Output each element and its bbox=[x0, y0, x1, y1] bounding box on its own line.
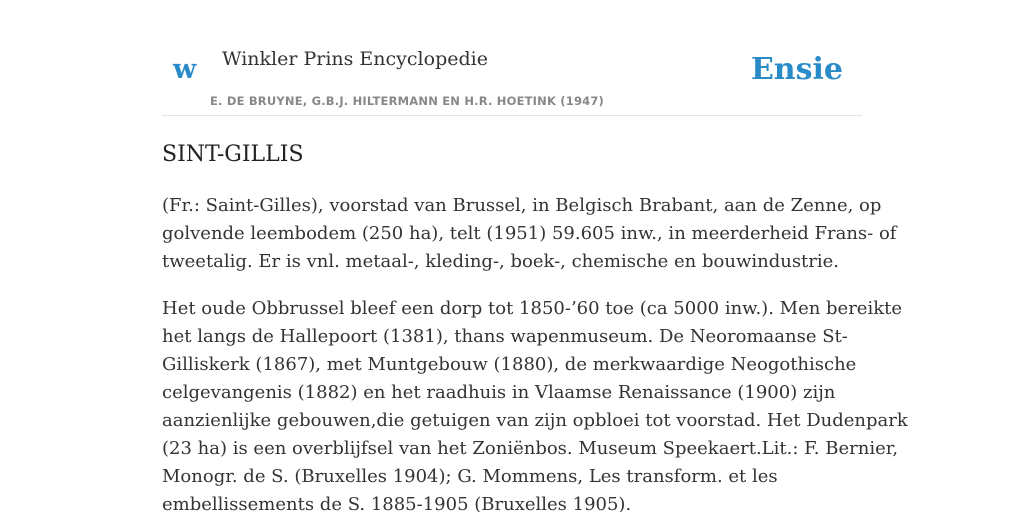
paragraph-line: golvende leembodem (250 ha), telt (1951) 59.605 inw., in meerderheid Frans- of bbox=[162, 223, 897, 244]
article-paragraph bbox=[162, 192, 897, 276]
article-body bbox=[162, 138, 908, 512]
ensie-brand-logo[interactable]: Ensie bbox=[750, 52, 843, 87]
paragraph-line: Het oude Obbrussel bleef een dorp tot 1850-’60 toe (ca 5000 inw.). Men bereikte bbox=[162, 298, 903, 319]
article-paragraph bbox=[162, 295, 908, 512]
paragraph-line: tweetalig. Er is vnl. metaal-, kleding-, boek-, chemische en bouwindustrie. bbox=[162, 251, 840, 272]
source-title[interactable]: Winkler Prins Encyclopedie bbox=[222, 48, 488, 70]
paragraph-line: (Fr.: Saint-Gilles), voorstad van Brussel, in Belgisch Brabant, aan de Zenne, op bbox=[162, 195, 882, 216]
article-headword: SINT-GILLIS bbox=[162, 142, 304, 167]
site-header bbox=[162, 0, 862, 116]
source-authors: E. DE BRUYNE, G.B.J. HILTERMANN EN H.R. HOETINK (1947) bbox=[210, 94, 605, 108]
paragraph-line: Gilliskerk (1867), met Muntgebouw (1880), de merkwaardige Neogothische bbox=[162, 354, 857, 375]
paragraph-line: (23 ha) is een overblijfsel van het Zoniënbos. Museum Speekaert.Lit.: F. Bernier, bbox=[162, 438, 899, 459]
paragraph-line: Monogr. de S. (Bruxelles 1904); G. Mommens, Les transform. et les bbox=[162, 466, 778, 487]
paragraph-line: embellissements de S. 1885-1905 (Bruxelles 1905). bbox=[162, 494, 632, 512]
winkler-prins-logo-icon[interactable]: w bbox=[173, 54, 197, 85]
paragraph-line: aanzienlijke gebouwen,die getuigen van zijn opbloei tot voorstad. Het Dudenpark bbox=[162, 410, 908, 431]
paragraph-line: het langs de Hallepoort (1381), thans wapenmuseum. De Neoromaanse St- bbox=[162, 326, 848, 347]
paragraph-line: celgevangenis (1882) en het raadhuis in Vlaamse Renaissance (1900) zijn bbox=[162, 382, 836, 403]
